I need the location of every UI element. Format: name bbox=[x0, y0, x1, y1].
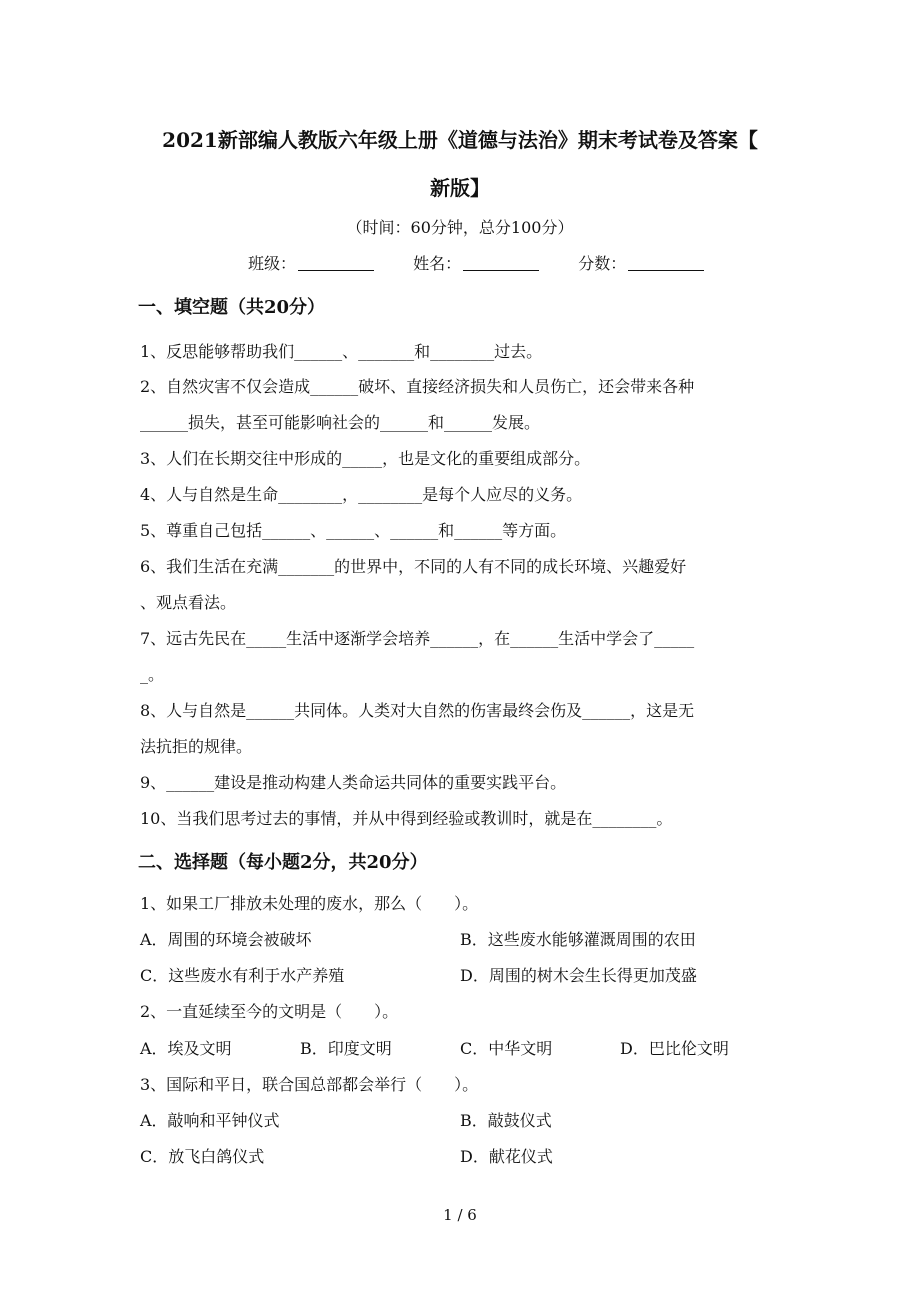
exam-title-line1: 2021新部编人教版六年级上册《道德与法治》期末考试卷及答案【 bbox=[162, 128, 758, 152]
section-heading-multiple-choice: 二、选择题（每小题2分，共20分） bbox=[138, 852, 428, 873]
question-line: 2、自然灾害不仅会造成______破坏、直接经济损失和人员伤亡，还会带来各种 bbox=[140, 377, 695, 396]
choice-option[interactable]: A．周围的环境会被破坏 bbox=[140, 930, 312, 949]
question-line: 法抗拒的规律。 bbox=[140, 737, 253, 756]
choice-option[interactable]: A．埃及文明 bbox=[140, 1039, 232, 1058]
question-line: 1、反思能够帮助我们______、_______和________过去。 bbox=[140, 342, 543, 361]
question-stem: 2、一直延续至今的文明是（ ）。 bbox=[140, 1002, 399, 1021]
choice-option[interactable]: D．献花仪式 bbox=[460, 1147, 553, 1166]
question-line: 6、我们生活在充满_______的世界中，不同的人有不同的成长环境、兴趣爱好 bbox=[140, 557, 687, 576]
exam-subtitle: （时间：60分钟，总分100分） bbox=[346, 218, 574, 237]
choice-option[interactable]: D．周围的树木会生长得更加茂盛 bbox=[460, 966, 697, 985]
choice-option[interactable]: D．巴比伦文明 bbox=[620, 1039, 729, 1058]
choice-option[interactable]: A．敲响和平钟仪式 bbox=[140, 1111, 280, 1130]
name-field bbox=[413, 251, 539, 274]
score-label: 分数： bbox=[578, 254, 627, 273]
question-line: 10、当我们思考过去的事情，并从中得到经验或教训时，就是在________。 bbox=[140, 809, 673, 828]
question-line: 8、人与自然是______共同体。人类对大自然的伤害最终会伤及______，这是无 bbox=[140, 701, 695, 720]
question-line: 5、尊重自己包括______、______、______和______等方面。 bbox=[140, 521, 567, 540]
choice-option[interactable]: C．放飞白鸽仪式 bbox=[140, 1147, 265, 1166]
name-blank[interactable] bbox=[463, 254, 539, 271]
question-stem: 3、国际和平日，联合国总部都会举行（ ）。 bbox=[140, 1075, 479, 1094]
question-line: 4、人与自然是生命________，________是每个人应尽的义务。 bbox=[140, 485, 583, 504]
student-info-row bbox=[248, 251, 738, 274]
question-line: 、观点看法。 bbox=[140, 593, 237, 612]
choice-option[interactable]: B．印度文明 bbox=[300, 1039, 392, 1058]
class-blank[interactable] bbox=[298, 254, 374, 271]
question-line: ______损失，甚至可能影响社会的______和______发展。 bbox=[140, 413, 541, 432]
question-line: 7、远古先民在_____生活中逐渐学会培养______，在______生活中学会了_____ bbox=[140, 629, 695, 648]
name-label: 姓名： bbox=[413, 254, 462, 273]
question-line: 9、______建设是推动构建人类命运共同体的重要实践平台。 bbox=[140, 773, 567, 792]
class-label: 班级： bbox=[248, 254, 297, 273]
choice-option[interactable]: B．这些废水能够灌溉周围的农田 bbox=[460, 930, 696, 949]
choice-option[interactable]: C．这些废水有利于水产养殖 bbox=[140, 966, 345, 985]
question-line: _。 bbox=[140, 665, 165, 684]
score-field bbox=[578, 251, 704, 274]
page-number: 1 / 6 bbox=[443, 1206, 477, 1224]
exam-title-line2: 新版】 bbox=[430, 176, 490, 200]
class-field bbox=[248, 251, 374, 274]
choice-option[interactable]: C．中华文明 bbox=[460, 1039, 553, 1058]
score-blank[interactable] bbox=[628, 254, 704, 271]
question-line: 3、人们在长期交往中形成的_____，也是文化的重要组成部分。 bbox=[140, 449, 591, 468]
choice-option[interactable]: B．敲鼓仪式 bbox=[460, 1111, 552, 1130]
section-heading-fill-blank: 一、填空题（共20分） bbox=[138, 297, 326, 318]
question-stem: 1、如果工厂排放未处理的废水，那么（ ）。 bbox=[140, 894, 479, 913]
